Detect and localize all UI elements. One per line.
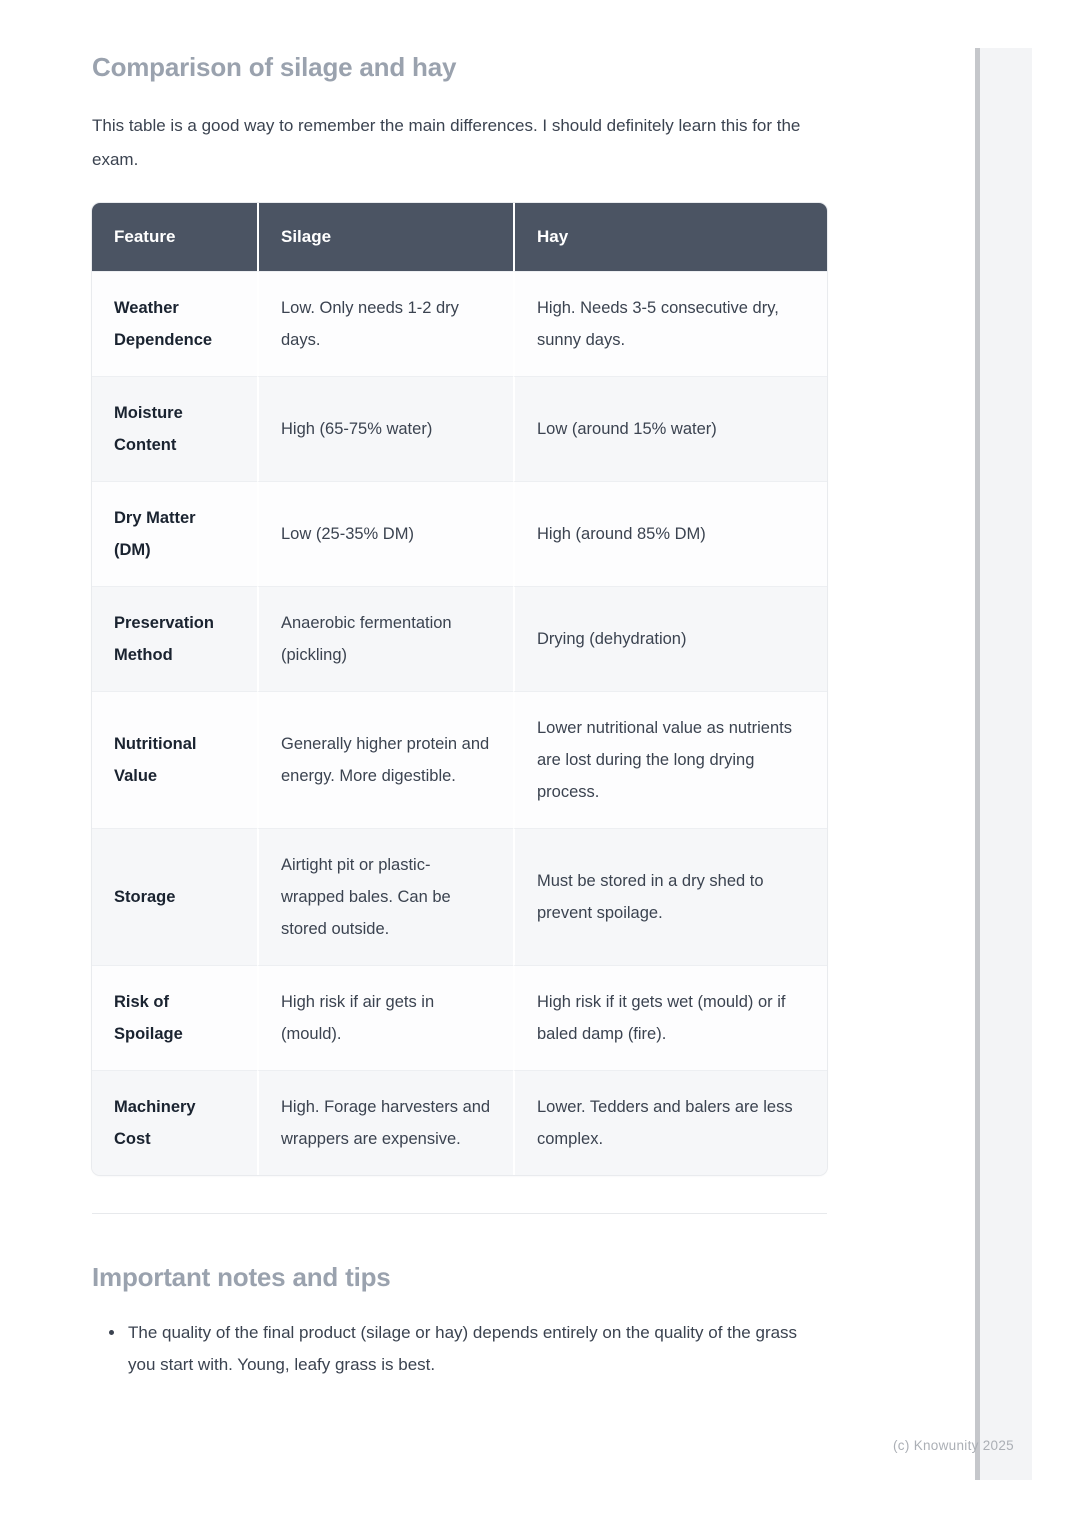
note-bullet-item: • The quality of the final product (silage or hay) depends entirely on the quality of the grass you start with. Young, leafy grass is best. [126, 1317, 827, 1381]
feature-cell: Weather Dependence [92, 271, 257, 376]
silage-cell: High. Forage harvesters and wrappers are expensive. [257, 1070, 513, 1175]
hay-cell: High. Needs 3-5 consecutive dry, sunny days. [513, 271, 827, 376]
hay-cell: High risk if it gets wet (mould) or if baled damp (fire). [513, 965, 827, 1070]
intro-paragraph: This table is a good way to remember the main differences. I should definitely learn this for the exam. [92, 116, 801, 169]
feature-cell: Machinery Cost [92, 1070, 257, 1175]
silage-cell: High (65-75% water) [257, 376, 513, 481]
table-row [92, 965, 827, 1070]
table-body [92, 271, 827, 1175]
feature-cell: Moisture Content [92, 376, 257, 481]
hay-cell: High (around 85% DM) [513, 481, 827, 586]
note-content [92, 0, 827, 1381]
silage-cell: Airtight pit or plastic-wrapped bales. Can be stored outside. [257, 828, 513, 965]
feature-cell: Risk of Spoilage [92, 965, 257, 1070]
hay-cell: Must be stored in a dry shed to prevent spoilage. [513, 828, 827, 965]
hay-cell: Lower nutritional value as nutrients are lost during the long drying process. [513, 691, 827, 828]
feature-cell: Preservation Method [92, 586, 257, 691]
column-header-hay: Hay [513, 203, 827, 271]
silage-cell: Low. Only needs 1-2 dry days. [257, 271, 513, 376]
table-row [92, 271, 827, 376]
feature-cell: Storage [92, 828, 257, 965]
column-header-feature: Feature [92, 203, 257, 271]
table-row [92, 828, 827, 965]
silage-cell: High risk if air gets in (mould). [257, 965, 513, 1070]
table-header-row [92, 203, 827, 271]
hay-cell: Drying (dehydration) [513, 586, 827, 691]
copyright-watermark: (c) Knowunity 2025 [893, 1438, 1014, 1453]
section-title-notes: Important notes and tips [92, 1262, 391, 1292]
hay-cell: Low (around 15% water) [513, 376, 827, 481]
table-row [92, 376, 827, 481]
table-row [92, 481, 827, 586]
section-title-comparison: Comparison of silage and hay [92, 52, 457, 82]
silage-cell: Generally higher protein and energy. More digestible. [257, 691, 513, 828]
comparison-table [92, 203, 827, 1175]
next-page-edge [980, 48, 1032, 1480]
section-divider [92, 1213, 827, 1214]
feature-cell: Nutritional Value [92, 691, 257, 828]
table-row [92, 586, 827, 691]
comparison-table-container [92, 203, 827, 1175]
silage-cell: Anaerobic fermentation (pickling) [257, 586, 513, 691]
table-row [92, 1070, 827, 1175]
hay-cell: Lower. Tedders and balers are less complex. [513, 1070, 827, 1175]
silage-cell: Low (25-35% DM) [257, 481, 513, 586]
notes-list [92, 1317, 827, 1381]
feature-cell: Dry Matter (DM) [92, 481, 257, 586]
table-row [92, 691, 827, 828]
column-header-silage: Silage [257, 203, 513, 271]
